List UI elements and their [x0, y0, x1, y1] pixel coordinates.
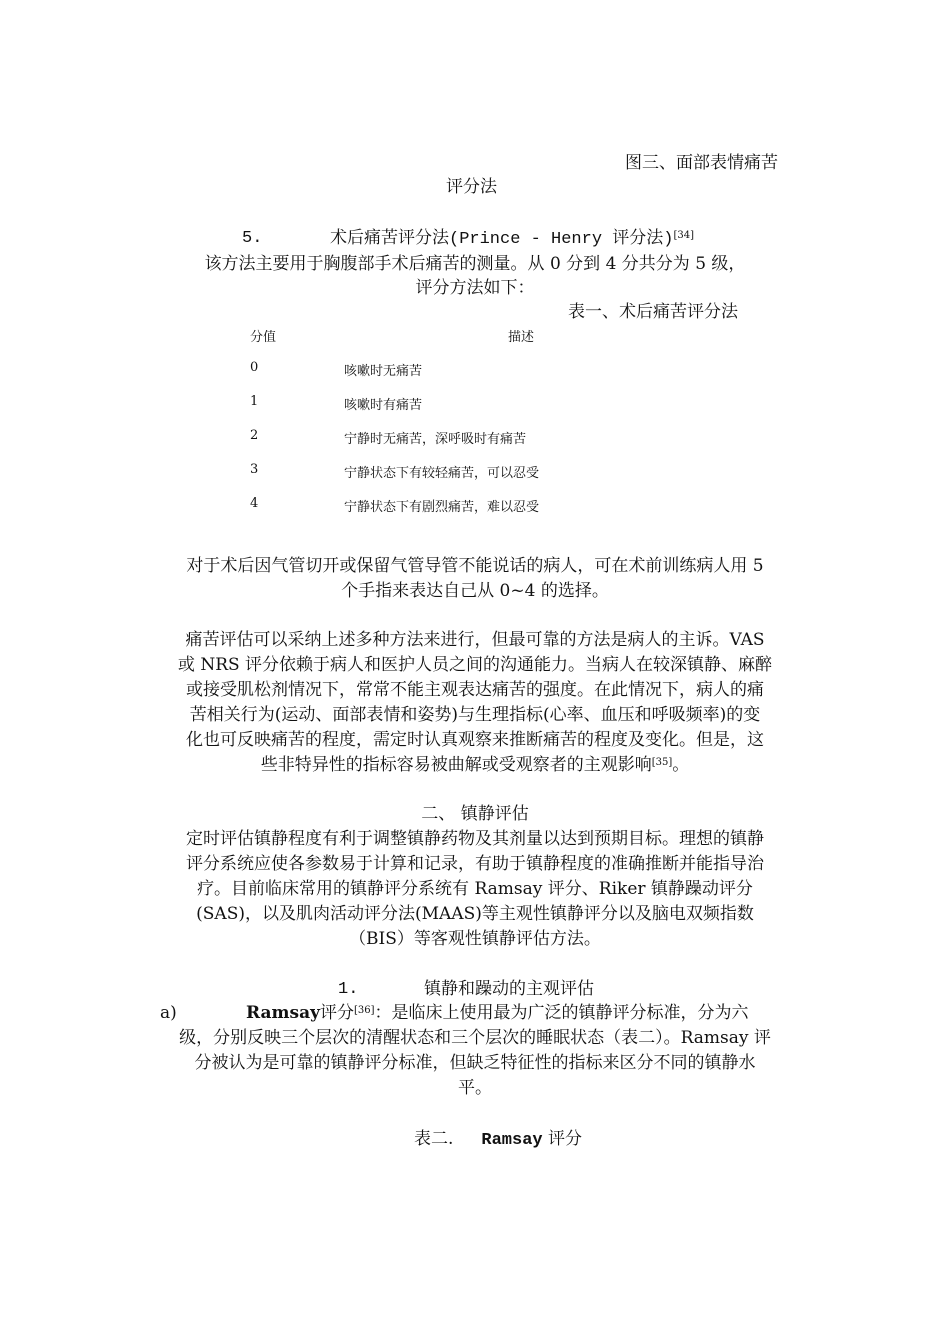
subsection1-number: 1.	[338, 980, 359, 999]
table-cell-desc: 咳嗽时无痛苦	[344, 364, 423, 379]
ramsay-line4: 平。	[458, 1078, 492, 1098]
table-row	[248, 496, 608, 530]
table1	[248, 326, 608, 530]
para-assess-line4: 苦相关行为(运动、面部表情和姿势)与生理指标(心率、血压和呼吸频率)的变	[189, 705, 761, 725]
ramsay-line1	[246, 1001, 749, 1026]
table-cell-score: 2	[250, 428, 259, 443]
table-row	[248, 428, 608, 462]
para-trach-line2: 个手指来表达自己从 0~4 的选择。	[341, 581, 609, 601]
section5-desc-line2: 评分方法如下：	[415, 278, 535, 298]
table-cell-score: 3	[250, 462, 259, 477]
ramsay-name: Ramsay	[246, 1003, 320, 1023]
para-trach-line1: 对于术后因气管切开或保留气管导管不能说话的病人，可在术前训练病人用 5	[186, 556, 764, 576]
section5-ref: [34]	[673, 230, 694, 241]
section5-desc-line1: 该方法主要用于胸腹部手术后痛苦的测量。从 0 分到 4 分共分为 5 级，	[204, 254, 746, 274]
table-cell-score: 0	[250, 360, 259, 375]
figure-caption-line2: 评分法	[446, 177, 497, 197]
section-sedation-line1: 定时评估镇静程度有利于调整镇静药物及其剂量以达到预期目标。理想的镇静	[186, 829, 764, 849]
table-cell-desc: 宁静时无痛苦，深呼吸时有痛苦	[344, 432, 527, 447]
table1-caption: 表一、术后痛苦评分法	[568, 302, 738, 322]
para-assess-line2: 或 NRS 评分依赖于病人和医护人员之间的沟通能力。当病人在较深镇静、麻醉	[177, 655, 773, 675]
para-assess-line1: 痛苦评估可以采纳上述多种方法来进行，但最可靠的方法是病人的主诉。VAS	[185, 630, 765, 650]
para-assess-line5: 化也可反映痛苦的程度，需定时认真观察来推断痛苦的程度及变化。但是，这	[186, 730, 764, 750]
section5-number: 5.	[242, 229, 263, 248]
table-row	[248, 462, 608, 496]
table-row	[248, 360, 608, 394]
section-sedation-line5: （BIS）等客观性镇静评估方法。	[349, 929, 601, 949]
table2-caption-prefix: 表二.	[414, 1129, 454, 1149]
table-cell-score: 4	[250, 496, 259, 511]
table1-header-score: 分值	[250, 330, 277, 345]
section-sedation-line4: (SAS)，以及肌肉活动评分法(MAAS)等主观性镇静评分以及脑电双频指数	[196, 904, 754, 924]
table-cell-desc: 宁静状态下有剧烈痛苦，难以忍受	[344, 500, 540, 515]
table-cell-desc: 宁静状态下有较轻痛苦，可以忍受	[344, 466, 540, 481]
section5-title-text: 术后痛苦评分法(Prince - Henry 评分法)	[330, 230, 674, 249]
table1-header-desc: 描述	[508, 330, 535, 345]
para-assess-line6	[140, 753, 810, 778]
table-row	[248, 394, 608, 428]
table2-caption	[414, 1127, 582, 1153]
ramsay-line1-rest: ：是临床上使用最为广泛的镇静评分标准，分为六	[374, 1003, 749, 1023]
table2-caption-name: Ramsay	[481, 1131, 543, 1150]
ramsay-line2: 级，分别反映三个层次的清醒状态和三个层次的睡眠状态（表二）。Ramsay 评	[179, 1028, 771, 1048]
para-assess-line3: 或接受肌松剂情况下，常常不能主观表达痛苦的强度。在此情况下，病人的痛	[186, 680, 764, 700]
subsection1-title: 镇静和躁动的主观评估	[424, 979, 594, 999]
table2-caption-suffix: 评分	[548, 1129, 583, 1149]
ramsay-line3: 分被认为是可靠的镇静评分标准，但缺乏特征性的指标来区分不同的镇静水	[194, 1053, 756, 1073]
section5-title	[330, 226, 694, 252]
para-assess-line6-text: 些非特异性的指标容易被曲解或受观察者的主观影响	[260, 755, 652, 775]
section-sedation-line2: 评分系统应使各参数易于计算和记录，有助于镇静程度的准确推断并能指导治	[186, 854, 764, 874]
ramsay-name-suffix: 评分	[320, 1003, 354, 1023]
table1-header-row	[248, 326, 608, 356]
section-sedation-line3: 疗。目前临床常用的镇静评分系统有 Ramsay 评分、Riker 镇静躁动评分	[197, 879, 753, 899]
table-cell-desc: 咳嗽时有痛苦	[344, 398, 423, 413]
para-assess-line6-end: 。	[672, 755, 690, 775]
para-assess-ref: [35]	[651, 757, 673, 768]
ramsay-ref: [36]	[354, 1005, 375, 1016]
figure-caption-line1: 图三、面部表情痛苦	[625, 153, 778, 173]
ramsay-label: a)	[160, 1003, 177, 1023]
section-sedation-heading: 二、 镇静评估	[421, 804, 529, 824]
table-cell-score: 1	[250, 394, 259, 409]
